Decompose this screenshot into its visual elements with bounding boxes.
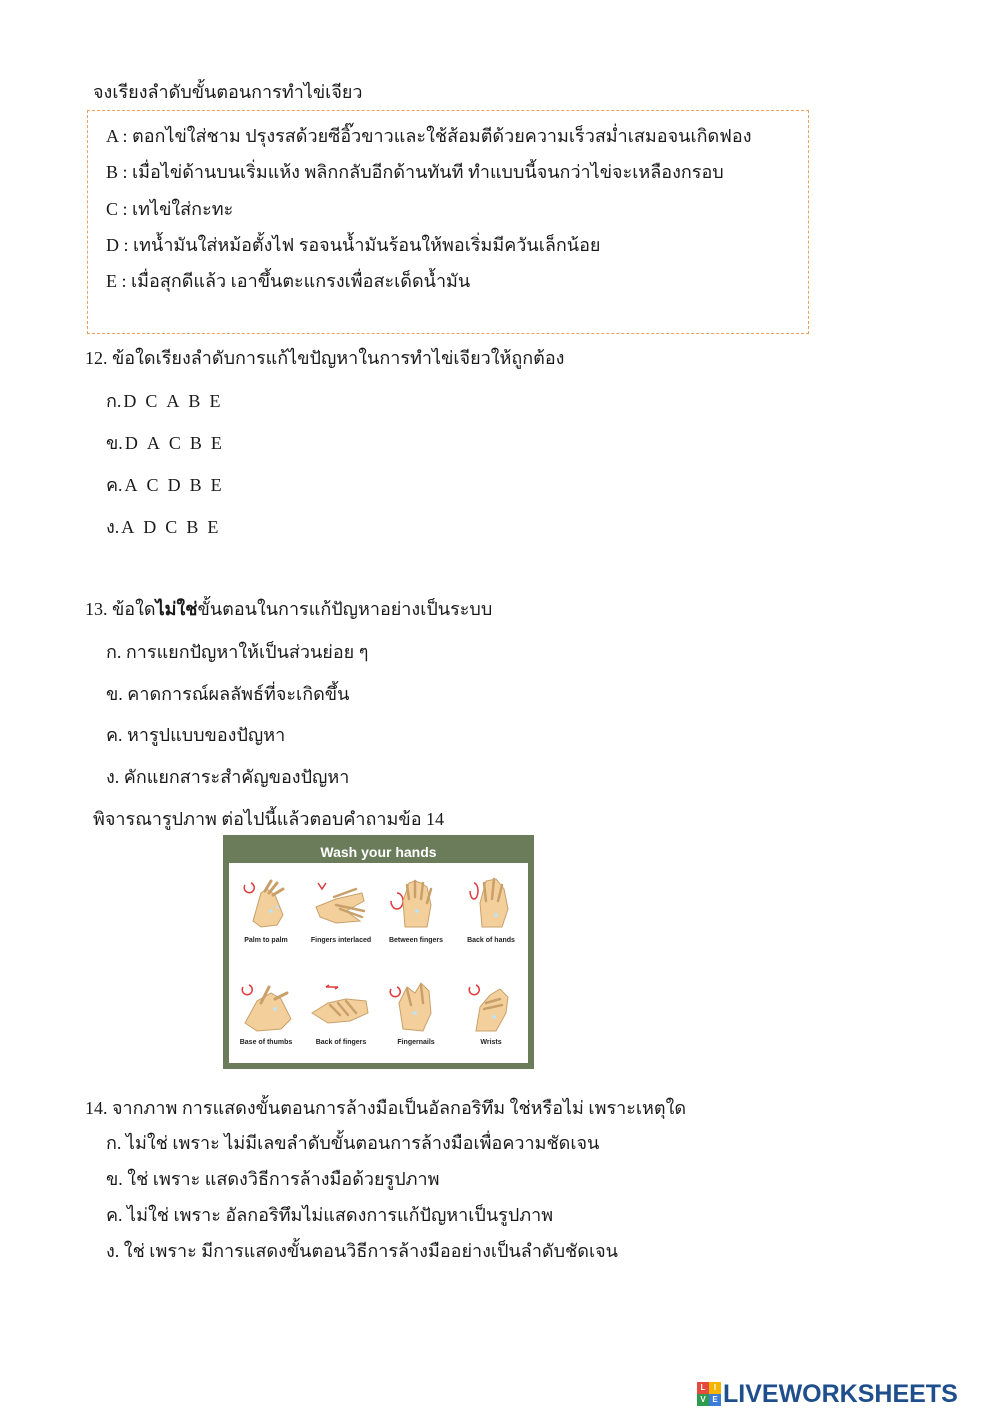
wash-step-between bbox=[379, 871, 453, 944]
liveworksheets-logo bbox=[697, 1381, 958, 1407]
wash-step-back bbox=[454, 871, 528, 944]
hands-palm-icon bbox=[231, 871, 301, 937]
caption-fingernails: Fingernails bbox=[397, 1039, 435, 1046]
image-prompt: พิจารณารูปภาพ ต่อไปนี้แล้วตอบคำถามข้อ 14 bbox=[93, 809, 445, 829]
q12-option-1[interactable]: ก. D C A B E bbox=[106, 391, 221, 411]
logo-text: LIVEWORKSHEETS bbox=[723, 1379, 958, 1408]
logo-squares-icon: L I V E bbox=[697, 1382, 721, 1406]
q14-option-2[interactable]: ข. ใช่ เพราะ แสดงวิธีการล้างมือด้วยรูปภาพ bbox=[106, 1169, 440, 1189]
caption-back-of-hands: Back of hands bbox=[467, 937, 515, 944]
q14-option-3[interactable]: ค. ไม่ใช่ เพราะ อัลกอริทึมไม่แสดงการแก้ปัญหาเป็นรูปภาพ bbox=[106, 1205, 554, 1225]
wash-step-palm bbox=[229, 871, 303, 944]
caption-base-of-thumbs: Base of thumbs bbox=[239, 1039, 293, 1046]
q13-option-3[interactable]: ค. หารูปแบบของปัญหา bbox=[106, 725, 286, 745]
step-d: D : เทน้ำมันใส่หม้อตั้งไฟ รอจนน้ำมันร้อนให้พอเริ่มมีควันเล็กน้อย bbox=[106, 235, 601, 255]
step-b: B : เมื่อไข่ด้านบนเริ่มแห้ง พลิกกลับอีกด้านทันที ทำแบบนี้จนกว่าไข่จะเหลืองกรอบ bbox=[106, 162, 724, 182]
wash-hands-image bbox=[223, 835, 534, 1069]
q12-option-3[interactable]: ค. A C D B E bbox=[106, 475, 222, 495]
wash-panel bbox=[229, 863, 528, 1063]
q12-option-4[interactable]: ง. A D C B E bbox=[106, 517, 219, 537]
q14-option-4[interactable]: ง. ใช่ เพราะ มีการแสดงขั้นตอนวิธีการล้างมืออย่างเป็นลำดับชัดเจน bbox=[106, 1241, 618, 1261]
question-14: 14. จากภาพ การแสดงขั้นตอนการล้างมือเป็นอัลกอริทึม ใช่หรือไม่ เพราะเหตุใด bbox=[85, 1098, 687, 1118]
step-e: E : เมื่อสุกดีแล้ว เอาขึ้นตะแกรงเพื่อสะเด็ดน้ำมัน bbox=[106, 271, 471, 291]
q13-option-1[interactable]: ก. การแยกปัญหาให้เป็นส่วนย่อย ๆ bbox=[106, 642, 369, 662]
hands-wrists-icon bbox=[456, 973, 526, 1039]
hands-fingernails-icon bbox=[381, 973, 451, 1039]
caption-fingers-interlaced: Fingers interlaced bbox=[310, 937, 372, 944]
question-12: 12. ข้อใดเรียงลำดับการแก้ไขปัญหาในการทำไข่เจียวให้ถูกต้อง bbox=[85, 348, 565, 368]
wash-step-interlaced bbox=[304, 871, 378, 944]
step-c: C : เทไข่ใส่กะทะ bbox=[106, 199, 234, 219]
wash-step-fingernails bbox=[379, 973, 453, 1046]
q14-option-1[interactable]: ก. ไม่ใช่ เพราะ ไม่มีเลขลำดับขั้นตอนการล้างมือเพื่อความชัดเจน bbox=[106, 1133, 600, 1153]
wash-step-wrists bbox=[454, 973, 528, 1046]
intro-instruction: จงเรียงลำดับขั้นตอนการทำไข่เจียว bbox=[93, 82, 363, 102]
hands-thumbs-icon bbox=[231, 973, 301, 1039]
wash-step-thumbs bbox=[229, 973, 303, 1046]
caption-palm-to-palm: Palm to palm bbox=[244, 937, 288, 944]
hands-between-fingers-icon bbox=[381, 871, 451, 937]
step-a: A : ตอกไข่ใส่ชาม ปรุงรสด้วยซีอิ๊วขาวและใช้ส้อมตีด้วยความเร็วสม่ำเสมอจนเกิดฟอง bbox=[106, 126, 752, 146]
caption-between-fingers: Between fingers bbox=[388, 937, 444, 944]
caption-wrists: Wrists bbox=[480, 1039, 502, 1046]
hands-back-icon bbox=[456, 871, 526, 937]
q13-option-2[interactable]: ข. คาดการณ์ผลลัพธ์ที่จะเกิดขึ้น bbox=[106, 684, 350, 704]
q12-option-2[interactable]: ข. D A C B E bbox=[106, 433, 222, 453]
wash-title: Wash your hands bbox=[320, 844, 437, 860]
hands-interlaced-icon bbox=[306, 871, 376, 937]
wash-step-back-fingers bbox=[304, 973, 378, 1046]
question-13: 13. ข้อใดไม่ใช่ขั้นตอนในการแก้ปัญหาอย่างเป็นระบบ bbox=[85, 599, 493, 619]
hands-back-fingers-icon bbox=[306, 973, 376, 1039]
q13-option-4[interactable]: ง. คักแยกสาระสำคัญของปัญหา bbox=[106, 767, 350, 787]
caption-back-of-fingers: Back of fingers bbox=[315, 1039, 367, 1046]
steps-box bbox=[87, 110, 809, 334]
